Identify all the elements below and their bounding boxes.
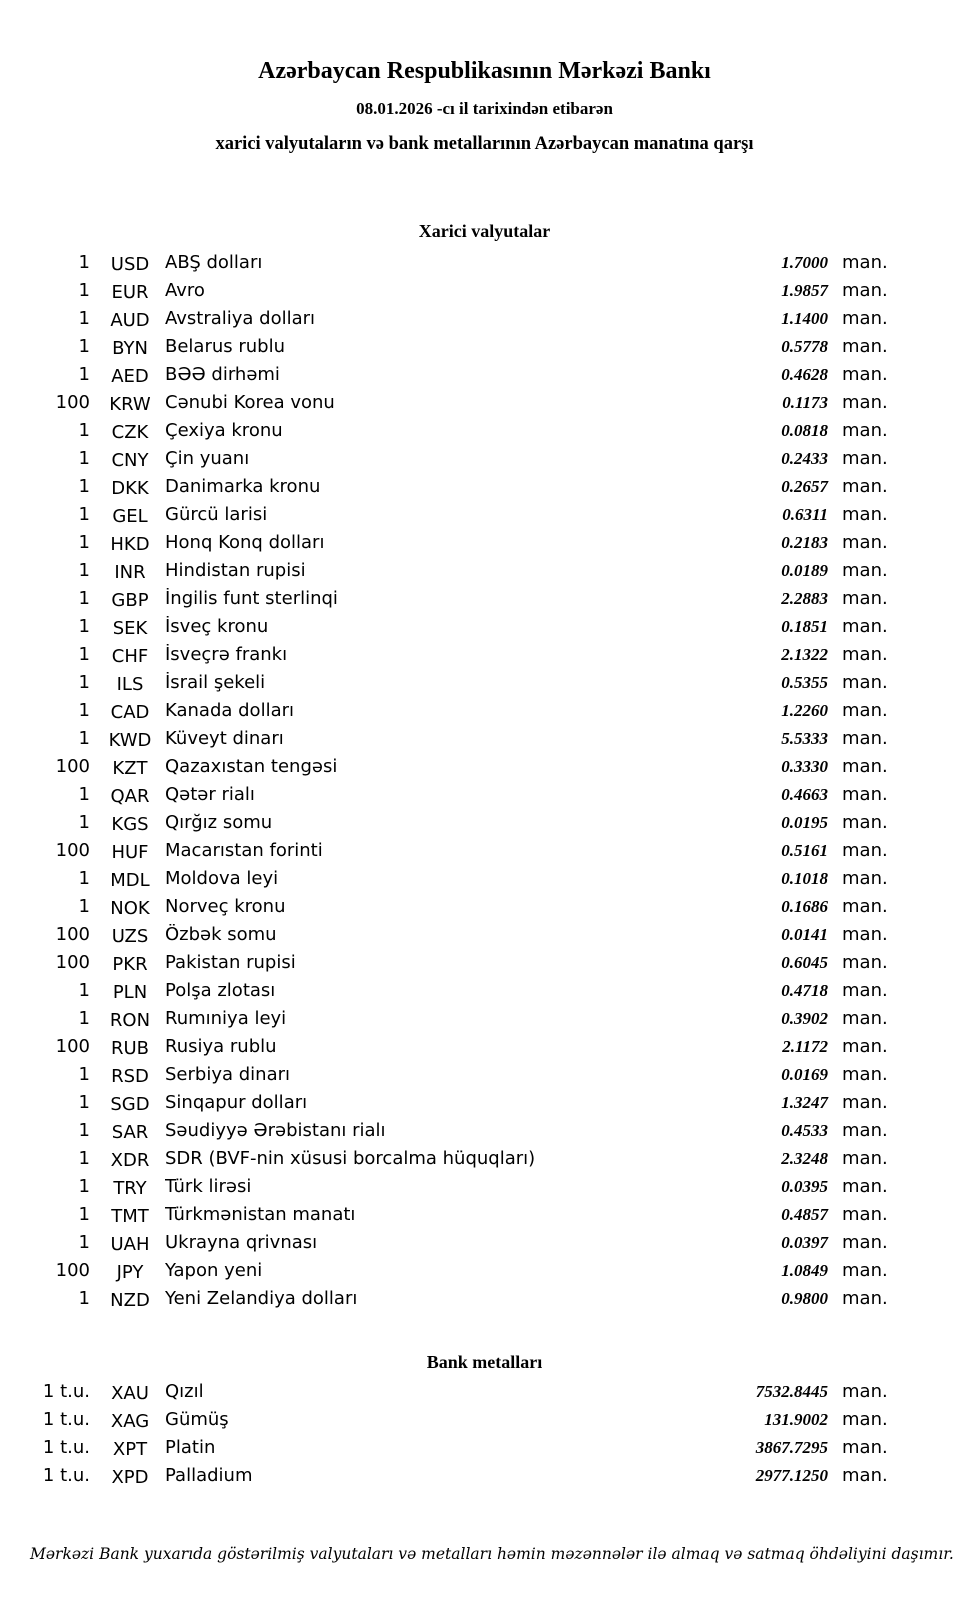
rate-row (0, 532, 892, 560)
rate-unit: man. (842, 531, 888, 553)
rate-unit: man. (842, 727, 888, 749)
currency-code: USD (110, 253, 150, 275)
currency-code: JPY (116, 1261, 144, 1283)
currency-name: Sinqapur dolları (165, 1091, 308, 1113)
rate-quantity: 1 (78, 1231, 90, 1253)
rate-quantity: 1 (78, 1091, 90, 1113)
rate-quantity: 100 (55, 755, 90, 777)
rate-unit: man. (842, 1287, 888, 1309)
rate-row (0, 588, 892, 616)
rate-value: 0.1851 (781, 616, 828, 636)
currency-code: NZD (110, 1289, 150, 1311)
rate-row (0, 1409, 892, 1437)
rate-row (0, 1036, 892, 1064)
currency-name: Polşa zlotası (165, 979, 276, 1001)
rate-unit: man. (842, 391, 888, 413)
currency-name: Norveç kronu (165, 895, 286, 917)
rate-value: 0.2657 (781, 476, 828, 496)
rate-value: 1.0849 (781, 1260, 828, 1280)
rate-row (0, 756, 892, 784)
currencies-table (0, 252, 892, 1316)
rate-value: 0.0397 (781, 1232, 828, 1252)
rate-unit: man. (842, 867, 888, 889)
currency-code: ILS (116, 673, 144, 695)
rate-unit: man. (842, 1259, 888, 1281)
rate-value: 0.0818 (781, 420, 828, 440)
rate-quantity: 1 (78, 447, 90, 469)
rate-quantity: 1 (78, 1007, 90, 1029)
rate-quantity: 1 (78, 1203, 90, 1225)
rate-unit: man. (842, 643, 888, 665)
rate-row (0, 1120, 892, 1148)
rate-unit: man. (842, 1147, 888, 1169)
effective-date: 08.01.2026 -cı il tarixindən etibarən (356, 98, 613, 118)
currency-code: PKR (112, 953, 148, 975)
currency-code: SGD (110, 1093, 150, 1115)
rate-quantity: 100 (55, 923, 90, 945)
rate-row (0, 504, 892, 532)
currency-code: KRW (109, 393, 151, 415)
rate-unit: man. (842, 251, 888, 273)
currency-name: Moldova leyi (165, 867, 279, 889)
currency-code: AED (111, 365, 149, 387)
currency-code: TMT (111, 1205, 149, 1227)
rate-value: 0.3330 (781, 756, 828, 776)
rate-quantity: 1 (78, 895, 90, 917)
rate-unit: man. (842, 671, 888, 693)
currency-code: GEL (112, 505, 148, 527)
currency-name: Cənubi Korea vonu (165, 391, 335, 413)
rate-unit: man. (842, 1380, 888, 1402)
currency-code: KGS (111, 813, 149, 835)
rate-unit: man. (842, 335, 888, 357)
currencies-section-heading: Xarici valyutalar (418, 220, 551, 241)
rate-row (0, 980, 892, 1008)
rate-value: 0.2433 (781, 448, 828, 468)
rate-value: 0.1173 (782, 392, 828, 412)
page-title: Azərbaycan Respublikasının Mərkəzi Bankı (258, 58, 711, 84)
currency-name: Çexiya kronu (165, 419, 283, 441)
currency-name: Danimarka kronu (165, 475, 321, 497)
rate-unit: man. (842, 1231, 888, 1253)
currency-name: Serbiya dinarı (165, 1063, 290, 1085)
rate-unit: man. (842, 419, 888, 441)
currency-name: Pakistan rupisi (165, 951, 296, 973)
currency-name: Rumıniya leyi (165, 1007, 287, 1029)
rate-row (0, 420, 892, 448)
currency-name: ABŞ dolları (165, 251, 263, 273)
rate-unit: man. (842, 559, 888, 581)
rate-value: 2977.1250 (755, 1465, 828, 1485)
currency-code: XDR (110, 1149, 150, 1171)
rate-row (0, 1288, 892, 1316)
rate-row (0, 868, 892, 896)
rate-quantity: 1 (78, 671, 90, 693)
rate-quantity: 1 (78, 587, 90, 609)
rate-unit: man. (842, 755, 888, 777)
currency-code: INR (114, 561, 146, 583)
currency-code: CHF (111, 645, 149, 667)
rate-quantity: 1 (78, 699, 90, 721)
disclaimer-text: Mərkəzi Bank yuxarıda göstərilmiş valyutaları və metalları həmin məzənnələr ilə almaq və satmaq öhdəliyini daşımır. (30, 1544, 954, 1563)
currency-name: Yeni Zelandiya dolları (165, 1287, 358, 1309)
currency-code: PLN (112, 981, 148, 1003)
currency-name: İsrail şekeli (165, 671, 266, 693)
rate-unit: man. (842, 1408, 888, 1430)
currency-name: Qırğız somu (165, 811, 273, 833)
rate-unit: man. (842, 951, 888, 973)
currency-code: XPT (112, 1438, 148, 1460)
rate-row (0, 700, 892, 728)
currency-name: Yapon yeni (165, 1259, 263, 1281)
rate-row (0, 784, 892, 812)
currency-code: GBP (111, 589, 149, 611)
rate-quantity: 1 t.u. (42, 1464, 90, 1486)
rate-unit: man. (842, 363, 888, 385)
rate-unit: man. (842, 1091, 888, 1113)
rate-value: 0.3902 (781, 1008, 828, 1028)
currency-name: Rusiya rublu (165, 1035, 277, 1057)
currency-code: AUD (110, 309, 150, 331)
page-subtitle: xarici valyutaların və bank metallarının Azərbaycan manatına qarşı (215, 133, 754, 154)
rate-quantity: 1 (78, 335, 90, 357)
rate-quantity: 1 (78, 643, 90, 665)
rate-value: 3867.7295 (755, 1437, 828, 1457)
rate-unit: man. (842, 1119, 888, 1141)
rate-unit: man. (842, 1063, 888, 1085)
metals-table (0, 1381, 892, 1493)
rate-value: 0.5778 (781, 336, 828, 356)
currency-code: UAH (110, 1233, 150, 1255)
rate-unit: man. (842, 783, 888, 805)
currency-name: Səudiyyə Ərəbistanı rialı (165, 1119, 386, 1141)
rate-row (0, 448, 892, 476)
rate-quantity: 1 (78, 867, 90, 889)
currency-code: XAU (111, 1382, 149, 1404)
rate-unit: man. (842, 839, 888, 861)
currency-code: KZT (112, 757, 148, 779)
rate-value: 2.1172 (782, 1036, 828, 1056)
rate-value: 0.4628 (781, 364, 828, 384)
rate-value: 1.3247 (781, 1092, 828, 1112)
rate-quantity: 1 (78, 251, 90, 273)
currency-code: RON (109, 1009, 151, 1031)
rate-quantity: 1 (78, 475, 90, 497)
rate-unit: man. (842, 503, 888, 525)
rate-row (0, 952, 892, 980)
rate-value: 5.5333 (781, 728, 828, 748)
currency-code: DKK (111, 477, 149, 499)
rate-quantity: 1 (78, 503, 90, 525)
rate-quantity: 1 (78, 1287, 90, 1309)
rate-row (0, 280, 892, 308)
currency-code: UZS (111, 925, 149, 947)
rate-quantity: 100 (55, 391, 90, 413)
rate-quantity: 1 (78, 979, 90, 1001)
rate-unit: man. (842, 1436, 888, 1458)
rate-value: 0.0141 (781, 924, 828, 944)
currency-name: Çin yuanı (165, 447, 250, 469)
rate-unit: man. (842, 1203, 888, 1225)
currency-name: Gümüş (165, 1408, 229, 1430)
currency-name: Küveyt dinarı (165, 727, 284, 749)
currency-name: Honq Konq dolları (165, 531, 325, 553)
rate-value: 1.9857 (781, 280, 828, 300)
rate-value: 0.5161 (781, 840, 828, 860)
rate-row (0, 1381, 892, 1409)
currency-code: TRY (113, 1177, 147, 1199)
rate-quantity: 100 (55, 839, 90, 861)
rate-row (0, 672, 892, 700)
rate-value: 2.1322 (781, 644, 828, 664)
rate-quantity: 1 (78, 419, 90, 441)
rate-quantity: 1 t.u. (42, 1436, 90, 1458)
rate-unit: man. (842, 615, 888, 637)
rate-quantity: 1 (78, 559, 90, 581)
currency-code: CNY (111, 449, 149, 471)
rate-quantity: 1 (78, 1063, 90, 1085)
rate-value: 0.4533 (781, 1120, 828, 1140)
rate-row (0, 644, 892, 672)
rate-row (0, 1064, 892, 1092)
rate-unit: man. (842, 475, 888, 497)
rate-row (0, 1092, 892, 1120)
rate-unit: man. (842, 307, 888, 329)
currency-name: Hindistan rupisi (165, 559, 306, 581)
rate-value: 131.9002 (764, 1409, 828, 1429)
currency-code: SAR (111, 1121, 149, 1143)
rate-row (0, 1232, 892, 1260)
rate-value: 0.9800 (781, 1288, 828, 1308)
rate-quantity: 100 (55, 951, 90, 973)
currency-name: Qızıl (165, 1380, 204, 1402)
rate-row (0, 336, 892, 364)
currency-code: XAG (110, 1410, 150, 1432)
rate-unit: man. (842, 895, 888, 917)
rate-row (0, 1465, 892, 1493)
currency-name: Gürcü larisi (165, 503, 268, 525)
currency-name: Palladium (165, 1464, 253, 1486)
rate-unit: man. (842, 1464, 888, 1486)
rate-value: 0.1018 (781, 868, 828, 888)
rate-quantity: 1 (78, 811, 90, 833)
rate-row (0, 896, 892, 924)
rate-value: 0.4857 (781, 1204, 828, 1224)
rate-value: 1.1400 (781, 308, 828, 328)
currency-name: İngilis funt sterlinqi (165, 587, 338, 609)
rate-unit: man. (842, 1007, 888, 1029)
rate-row (0, 1260, 892, 1288)
rate-row (0, 560, 892, 588)
rate-value: 2.2883 (781, 588, 828, 608)
currency-code: CZK (111, 421, 149, 443)
currency-code: XPD (111, 1466, 149, 1488)
currency-name: Qətər rialı (165, 783, 255, 805)
rate-quantity: 1 (78, 279, 90, 301)
rate-row (0, 1204, 892, 1232)
rate-value: 0.0395 (781, 1176, 828, 1196)
rate-row (0, 812, 892, 840)
rate-value: 0.0195 (781, 812, 828, 832)
rate-quantity: 100 (55, 1035, 90, 1057)
currency-code: HKD (110, 533, 150, 555)
rate-value: 2.3248 (781, 1148, 828, 1168)
currency-code: RSD (111, 1065, 149, 1087)
rate-row (0, 616, 892, 644)
currency-name: Kanada dolları (165, 699, 295, 721)
rate-row (0, 1008, 892, 1036)
rate-unit: man. (842, 587, 888, 609)
rate-quantity: 1 (78, 363, 90, 385)
currency-name: Qazaxıstan tengəsi (165, 755, 338, 777)
rate-value: 0.6045 (781, 952, 828, 972)
rate-quantity: 1 (78, 1119, 90, 1141)
rate-row (0, 364, 892, 392)
rate-value: 0.0169 (781, 1064, 828, 1084)
rate-row (0, 308, 892, 336)
rate-quantity: 100 (55, 1259, 90, 1281)
rate-row (0, 1148, 892, 1176)
currency-name: Türk lirəsi (165, 1175, 252, 1197)
rate-quantity: 1 (78, 615, 90, 637)
rate-unit: man. (842, 279, 888, 301)
rate-quantity: 1 (78, 531, 90, 553)
rate-row (0, 392, 892, 420)
rate-row (0, 924, 892, 952)
rate-row (0, 1176, 892, 1204)
currency-name: İsveç kronu (165, 615, 269, 637)
currency-code: BYN (112, 337, 148, 359)
rate-value: 0.4663 (781, 784, 828, 804)
currency-name: İsveçrə frankı (165, 643, 288, 665)
currency-name: Avstraliya dolları (165, 307, 316, 329)
currency-name: Platin (165, 1436, 216, 1458)
rate-row (0, 728, 892, 756)
rate-quantity: 1 (78, 1175, 90, 1197)
rate-value: 0.2183 (781, 532, 828, 552)
rate-unit: man. (842, 1035, 888, 1057)
rate-unit: man. (842, 979, 888, 1001)
metals-section-heading: Bank metalları (426, 1351, 543, 1372)
rate-value: 0.5355 (781, 672, 828, 692)
currency-name: Türkmənistan manatı (165, 1203, 356, 1225)
rate-unit: man. (842, 811, 888, 833)
currency-name: Avro (165, 279, 205, 301)
currency-name: SDR (BVF-nin xüsusi borcalma hüquqları) (165, 1147, 536, 1169)
currency-code: RUB (110, 1037, 150, 1059)
rate-quantity: 1 t.u. (42, 1380, 90, 1402)
rate-row (0, 476, 892, 504)
rate-value: 7532.8445 (755, 1381, 828, 1401)
rate-quantity: 1 (78, 1147, 90, 1169)
currency-code: NOK (110, 897, 150, 919)
currency-name: Ukrayna qrivnası (165, 1231, 318, 1253)
currency-name: Macarıstan forinti (165, 839, 323, 861)
rate-quantity: 1 (78, 727, 90, 749)
rate-row (0, 1437, 892, 1465)
currency-code: HUF (111, 841, 149, 863)
currency-code: SEK (112, 617, 148, 639)
currency-name: BƏƏ dirhəmi (165, 363, 280, 385)
currency-name: Belarus rublu (165, 335, 286, 357)
rate-quantity: 1 t.u. (42, 1408, 90, 1430)
rate-row (0, 840, 892, 868)
currency-code: MDL (110, 869, 150, 891)
rate-value: 0.1686 (781, 896, 828, 916)
rate-row (0, 252, 892, 280)
currency-code: QAR (110, 785, 150, 807)
rate-value: 0.4718 (781, 980, 828, 1000)
currency-code: KWD (108, 729, 152, 751)
rate-value: 1.2260 (781, 700, 828, 720)
currency-code: EUR (111, 281, 149, 303)
currency-name: Özbək somu (165, 923, 277, 945)
currency-code: CAD (110, 701, 150, 723)
rate-value: 0.0189 (781, 560, 828, 580)
rate-quantity: 1 (78, 307, 90, 329)
rate-quantity: 1 (78, 783, 90, 805)
rate-unit: man. (842, 1175, 888, 1197)
rate-value: 0.6311 (782, 504, 828, 524)
rate-unit: man. (842, 923, 888, 945)
rate-unit: man. (842, 447, 888, 469)
rate-unit: man. (842, 699, 888, 721)
rate-value: 1.7000 (781, 252, 828, 272)
